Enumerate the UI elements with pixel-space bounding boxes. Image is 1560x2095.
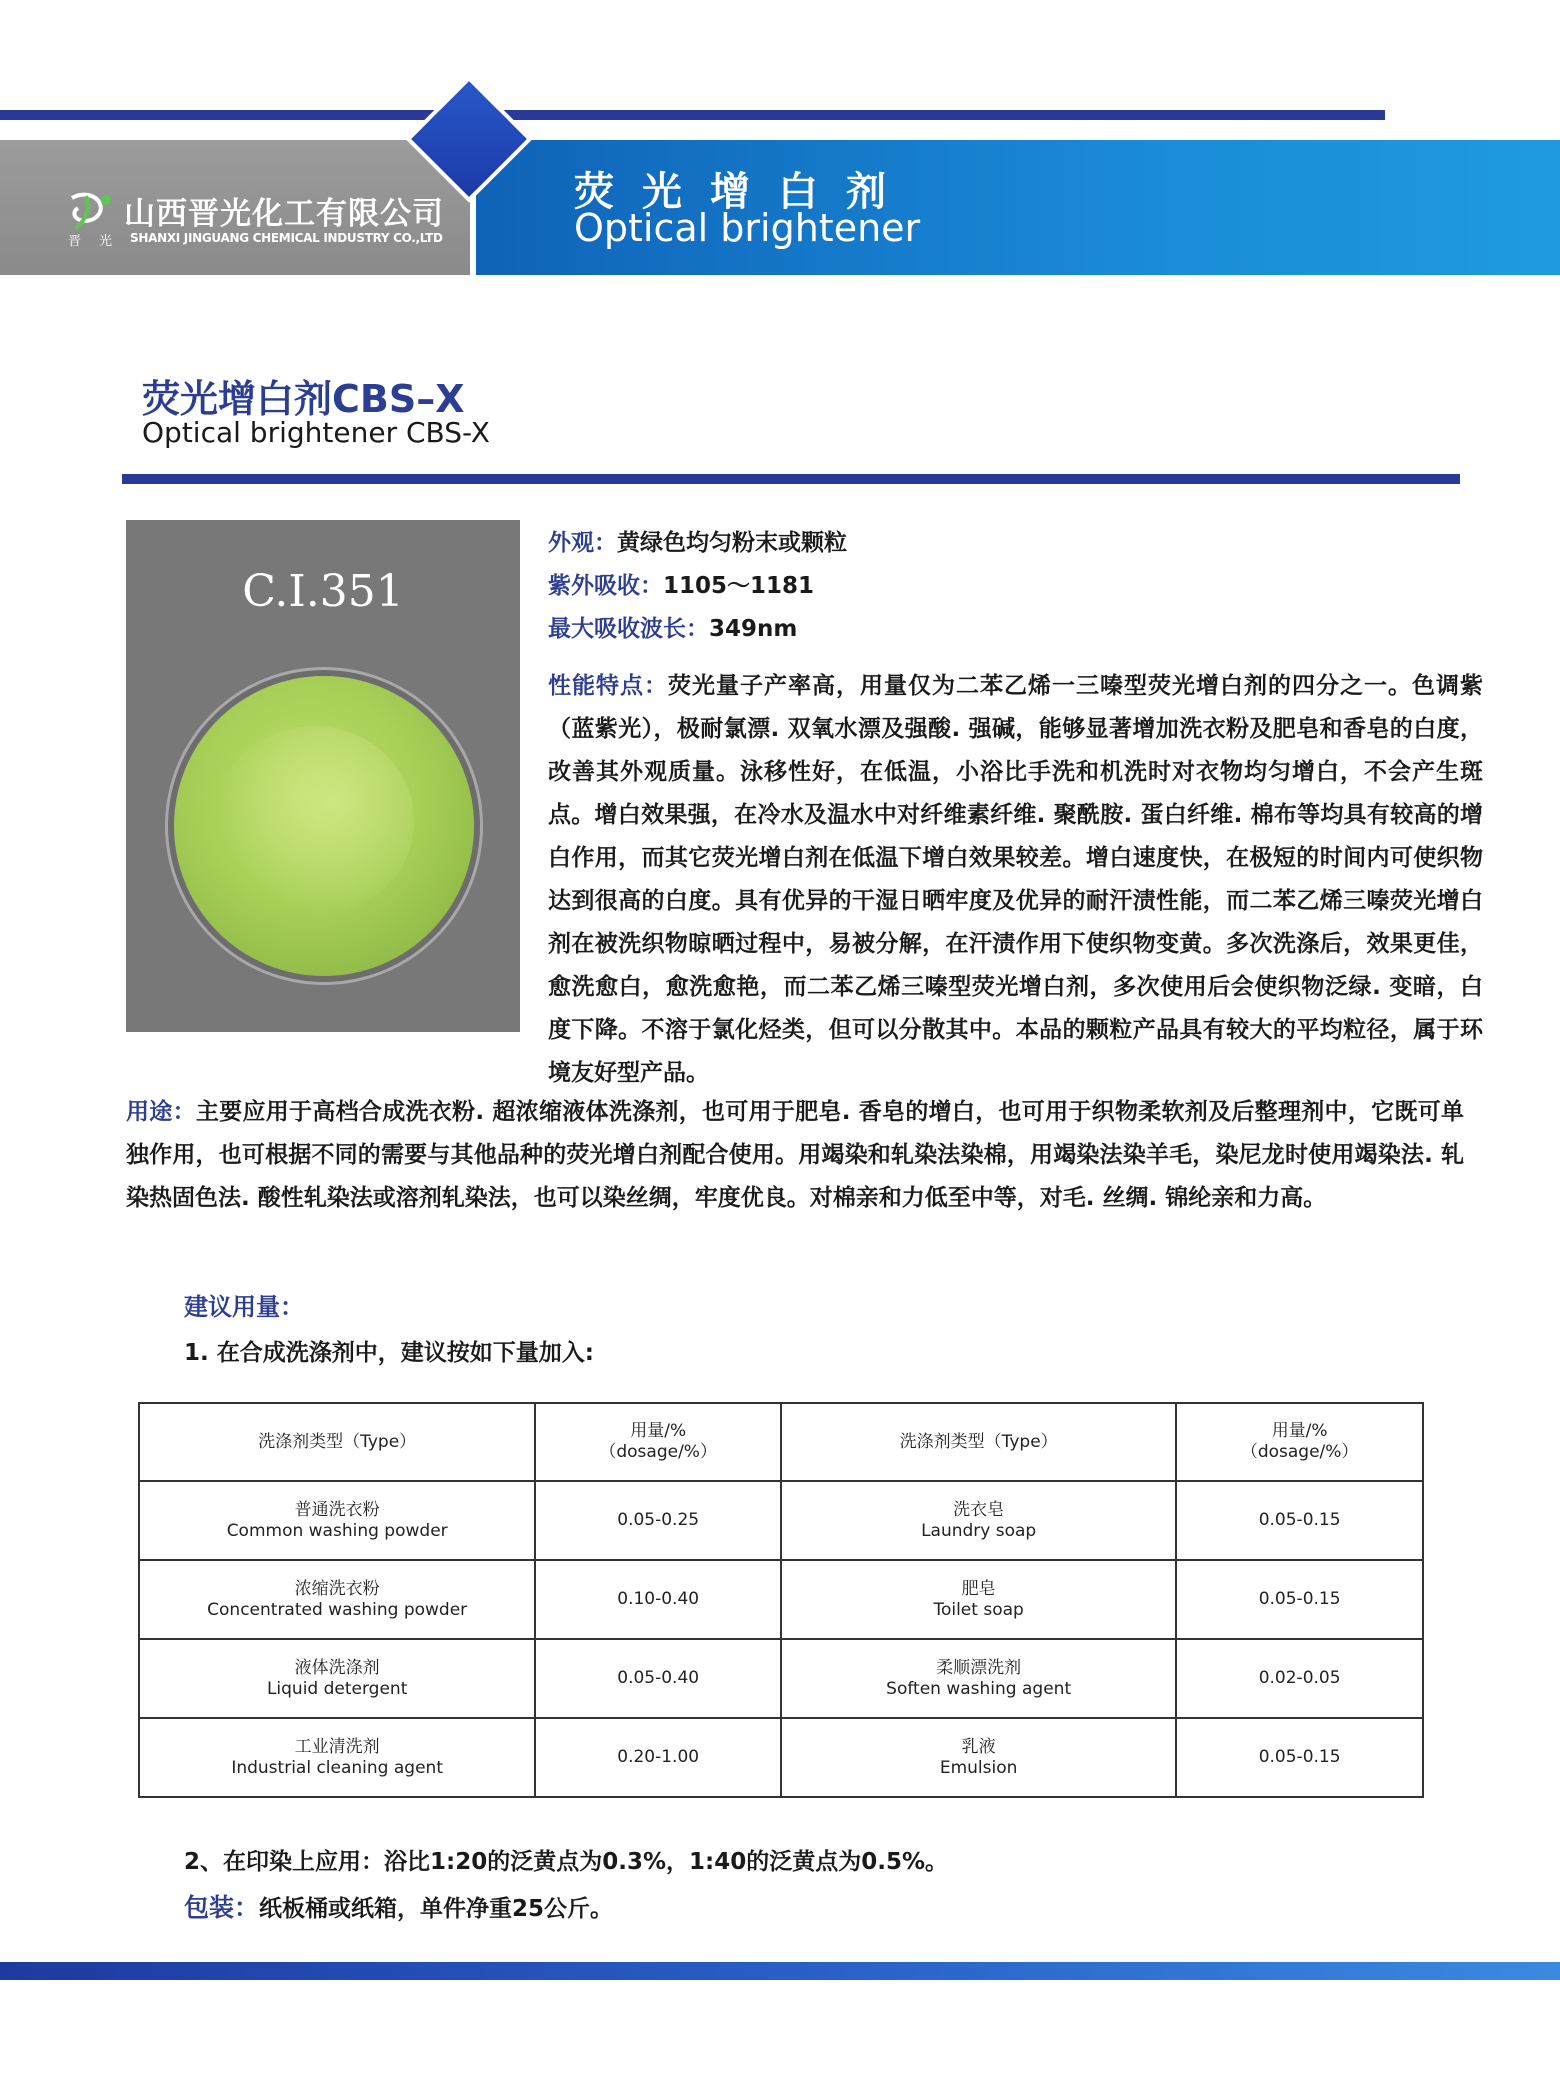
table-header-row xyxy=(139,1403,1423,1481)
property-appearance xyxy=(548,522,1478,565)
table-cell: 普通洗衣粉 Common washing powder xyxy=(139,1481,535,1560)
usage-text: 主要应用于高档合成洗衣粉. 超浓缩液体洗涤剂，也可用于肥皂. 香皂的增白，也可用于织物柔软剂及后整理剂中，它既可单独作用，也可根据不同的需要与其他品种的荧光增白剂配合使用。用竭染和轧染法染棉，用竭染法染羊毛，染尼龙时使用竭染法. 轧染热固色法. 酸性轧染法或溶剂轧染法，也可以染丝绸，牢度优良。对棉亲和力低至中等，对毛. 丝绸. 锦纶亲和力高。 xyxy=(126,1099,1464,1211)
table-cell: 洗衣皂 Laundry soap xyxy=(781,1481,1176,1560)
table-cell: 浓缩洗衣粉 Concentrated washing powder xyxy=(139,1560,535,1639)
table-cell: 0.20-1.00 xyxy=(535,1718,781,1797)
company-logo-icon xyxy=(66,190,116,232)
title-divider xyxy=(122,474,1460,484)
usage-label: 用途： xyxy=(126,1099,196,1125)
table-cell: 0.05-0.40 xyxy=(535,1639,781,1718)
product-photo xyxy=(126,520,520,1032)
header-title-cn: 荧光增白剂 xyxy=(574,169,914,215)
property-value: 1105～1181 xyxy=(663,573,815,599)
powder-dish-image xyxy=(174,676,474,976)
property-label: 紫外吸收： xyxy=(548,573,663,599)
product-title-cn: 荧光增白剂CBS–X xyxy=(142,377,465,421)
usage-paragraph xyxy=(126,1091,1464,1220)
company-name-cn: 山西晋光化工有限公司 xyxy=(124,196,444,232)
company-short-name: 晋光 xyxy=(68,234,131,249)
table-cell: 0.02-0.05 xyxy=(1176,1639,1423,1718)
packaging-note xyxy=(184,1888,613,1924)
table-row xyxy=(139,1560,1423,1639)
packaging-label: 包装： xyxy=(184,1893,260,1922)
column-header: 洗涤剂类型（Type） xyxy=(139,1403,535,1481)
feature-text: 荧光量子产率高，用量仅为二苯乙烯一三嗪型荧光增白剂的四分之一。色调紫（蓝紫光），极耐氯漂. 双氧水漂及强酸. 强碱，能够显著增加洗衣粉及肥皂和香皂的白度，改善其外观质量。泳移性好，在低温，小浴比手洗和机洗时对衣物均匀增白，不会产生斑点。增白效果强，在冷水及温水中对纤维素纤维. 聚酰胺. 蛋白纤维. 棉布等均具有较高的增白作用，而其它荧光增白剂在低温下增白效果较差。增白速度快，在极短的时间内可使织物达到很高的白度。具有优异的干湿日晒牢度及优异的耐汗渍性能，而二苯乙烯三嗪荧光增白剂在被洗织物晾晒过程中，易被分解，在汗渍作用下使织物变黄。多次洗涤后，效果更佳，愈洗愈白，愈洗愈艳，而二苯乙烯三嗪型荧光增白剂，多次使用后会使织物泛绿. 变暗，白度下降。不溶于氯化烃类，但可以分散其中。本品的颗粒产品具有较大的平均粒径，属于环境友好型产品。 xyxy=(548,673,1483,1086)
table-cell: 0.05-0.15 xyxy=(1176,1481,1423,1560)
dosage-subheading: 1. 在合成洗涤剂中，建议按如下量加入: xyxy=(184,1340,594,1366)
column-header: 洗涤剂类型（Type） xyxy=(781,1403,1176,1481)
table-cell: 0.05-0.25 xyxy=(535,1481,781,1560)
printing-application-note: 2、在印染上应用：浴比1:20的泛黄点为0.3%，1:40的泛黄点为0.5%。 xyxy=(184,1849,948,1875)
property-list xyxy=(548,522,1478,651)
column-header: 用量/% （dosage/%） xyxy=(535,1403,781,1481)
packaging-text: 纸板桶或纸箱，单件净重25公斤。 xyxy=(259,1896,614,1922)
property-value: 349nm xyxy=(709,616,798,642)
column-header: 用量/% （dosage/%） xyxy=(1176,1403,1423,1481)
table-cell: 0.05-0.15 xyxy=(1176,1560,1423,1639)
property-value: 黄绿色均匀粉末或颗粒 xyxy=(617,530,847,556)
table-row xyxy=(139,1639,1423,1718)
table-row xyxy=(139,1481,1423,1560)
property-max-wavelength xyxy=(548,608,1478,651)
table-cell: 柔顺漂洗剂 Soften washing agent xyxy=(781,1639,1176,1718)
header-title-en: Optical brightener xyxy=(574,206,921,250)
table-cell: 工业清洗剂 Industrial cleaning agent xyxy=(139,1718,535,1797)
photo-label: C.I.351 xyxy=(242,566,404,617)
product-title-en: Optical brightener CBS-X xyxy=(142,416,490,449)
table-cell: 0.10-0.40 xyxy=(535,1560,781,1639)
company-name-en: SHANXI JINGUANG CHEMICAL INDUSTRY CO.,LTD xyxy=(130,231,443,245)
table-cell: 0.05-0.15 xyxy=(1176,1718,1423,1797)
table-row xyxy=(139,1718,1423,1797)
feature-label: 性能特点： xyxy=(548,673,668,699)
dosage-heading: 建议用量： xyxy=(184,1293,304,1321)
feature-paragraph xyxy=(548,665,1483,1095)
property-uv-absorption xyxy=(548,565,1478,608)
table-cell: 乳液 Emulsion xyxy=(781,1718,1176,1797)
header-top-line xyxy=(0,110,1385,120)
footer-bar xyxy=(0,1962,1560,1980)
dosage-table xyxy=(138,1402,1424,1798)
table-cell: 液体洗涤剂 Liquid detergent xyxy=(139,1639,535,1718)
property-label: 外观： xyxy=(548,530,617,556)
table-cell: 肥皂 Toilet soap xyxy=(781,1560,1176,1639)
property-label: 最大吸收波长： xyxy=(548,616,709,642)
